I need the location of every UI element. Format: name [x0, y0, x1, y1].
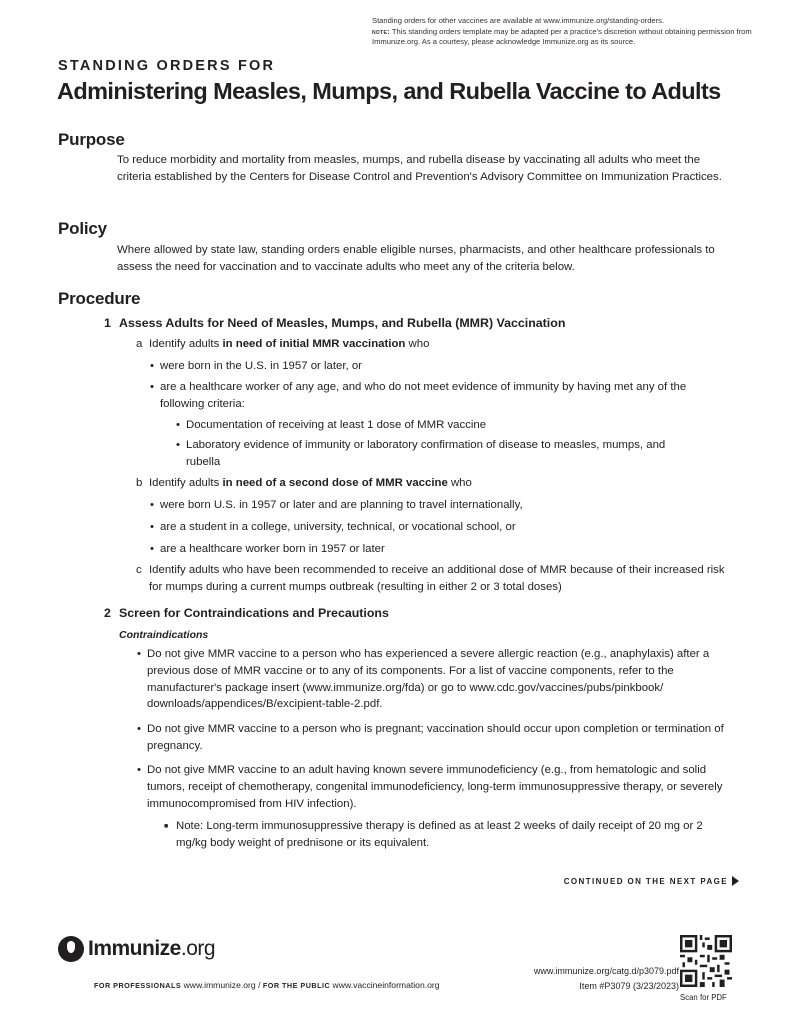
contraindications-subheading: Contraindications: [119, 629, 209, 641]
qr-code-icon[interactable]: [680, 935, 732, 987]
item-b-bullet-2: • are a student in a college, university, technical, or vocational school, or: [160, 519, 730, 536]
procedure-heading: Procedure: [58, 289, 141, 308]
logo-mark-icon: [58, 936, 84, 962]
footer-links: [94, 980, 440, 990]
item-a-sub-bullet-2: • Laboratory evidence of immunity or laboratory confirmation of disease to measles, mumps, and rubella: [186, 437, 686, 471]
note-line-2: This standing orders template may be adapted per a practice's discretion without obtaining permission from Immunize.org. As a courtesy, please acknowledge Immunize.org as its source.: [372, 26, 752, 47]
logo-wordmark: Immunize.org: [88, 937, 216, 960]
contraindication-bullet-3: • Do not give MMR vaccine to an adult having known severe immunodeficiency (e.g., from hematologic and solid tumors, receipt of chemotherapy, congenital immunodeficiency, long-term immunosuppressive therapy, or severely immunocompromised from HIV infection).: [147, 762, 737, 812]
item-number: Item #P3079 (3/23/2023): [579, 980, 679, 991]
item-a-letter: a: [136, 338, 143, 350]
note-label: note:: [372, 26, 390, 36]
step-1-number: 1: [104, 316, 111, 330]
contraindication-bullet-1: • Do not give MMR vaccine to a person who has experienced a severe allergic reaction (e.g., anaphylaxis) after a previous dose of MMR vaccine or to any of its components. For a list of vaccine components, refer to the manufacturer's package insert (www.immunize.org/fda) or go to www.cdc.gov/vaccines/pubs/pinkbook/ downloads/appendices/B/excipient-table-2.pdf.: [147, 646, 737, 713]
arrow-right-icon: [732, 876, 739, 886]
purpose-heading: Purpose: [58, 130, 125, 149]
item-a-text: Identify adults in need of initial MMR vaccination who: [149, 338, 430, 350]
continued-notice: [564, 876, 739, 886]
footer-item-info: [534, 964, 679, 993]
separator: /: [258, 980, 261, 990]
item-a-bullet-2: • are a healthcare worker of any age, and who do not meet evidence of immunity by having met any of the following criteria:: [160, 379, 732, 413]
header-note: [372, 16, 752, 48]
item-b-text: Identify adults in need of a second dose of MMR vaccine who: [149, 477, 472, 489]
continued-text: CONTINUED ON THE NEXT PAGE: [563, 876, 728, 886]
purpose-text: To reduce morbidity and mortality from measles, mumps, and rubella disease by vaccinating all adults who meet the criteria established by the Centers for Disease Control and Prevention's Advisory Committee on Immunization Practices.: [117, 154, 722, 183]
item-b-bullet-3: • are a healthcare worker born in 1957 or later: [160, 541, 730, 558]
policy-heading: Policy: [58, 219, 107, 238]
document-title: Administering Measles, Mumps, and Rubella Vaccine to Adults: [57, 78, 721, 104]
note-bullet: ■ Note: Long-term immunosuppressive therapy is defined as at least 2 weeks of daily receipt of 20 mg or 2 mg/kg body weight of prednisone or its equivalent.: [176, 818, 734, 852]
item-b-letter: b: [136, 477, 143, 489]
step-1-title: Assess Adults for Need of Measles, Mumps, and Rubella (MMR) Vaccination: [119, 316, 566, 330]
immunize-logo: [58, 936, 215, 962]
qr-caption: Scan for PDF: [680, 993, 727, 1002]
item-c-letter: c: [136, 564, 142, 576]
public-url[interactable]: www.vaccineinformation.org: [332, 980, 440, 990]
item-c-text: Identify adults who have been recommended to receive an additional dose of MMR because of their increased risk for mumps during a current mumps outbreak (resulting in either 2 or 3 total doses): [149, 564, 725, 593]
catg-url[interactable]: www.immunize.org/catg.d/p3079.pdf: [533, 966, 679, 976]
step-2-number: 2: [104, 606, 111, 620]
item-a-sub-bullet-1: • Documentation of receiving at least 1 dose of MMR vaccine: [186, 417, 706, 434]
public-label: FOR THE PUBLIC: [262, 981, 331, 990]
pro-label: FOR PROFESSIONALS: [94, 981, 182, 990]
step-2-title: Screen for Contraindications and Precautions: [119, 606, 389, 620]
pro-url[interactable]: www.immunize.org: [183, 980, 256, 990]
document-kicker: STANDING ORDERS FOR: [58, 58, 276, 74]
item-a-bullet-1: • were born in the U.S. in 1957 or later, or: [160, 358, 730, 375]
contraindication-bullet-2: • Do not give MMR vaccine to a person who is pregnant; vaccination should occur upon completion or termination of pregnancy.: [147, 721, 727, 755]
item-b-bullet-1: • were born U.S. in 1957 or later and are planning to travel internationally,: [160, 497, 730, 514]
policy-text: Where allowed by state law, standing orders enable eligible nurses, pharmacists, and other healthcare professionals to assess the need for vaccination and to vaccinate adults who meet any of the criteria below.: [117, 244, 715, 273]
note-line-1: Standing orders for other vaccines are available at www.immunize.org/standing-orders.: [372, 16, 665, 25]
